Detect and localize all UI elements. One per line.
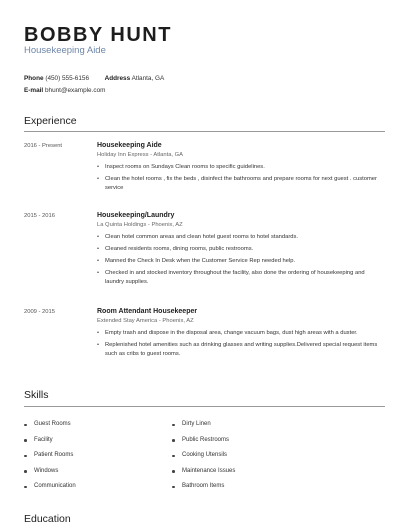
- skills-divider: [24, 406, 385, 407]
- skill-item: Facility: [24, 437, 76, 453]
- job-title: Room Attendant Housekeeper: [97, 308, 198, 315]
- job-bullet: • Clean the hotel rooms , fix the beds , disinfect the bathrooms and prepare rooms for next guest . customer service: [97, 175, 385, 192]
- experience-divider: [24, 131, 385, 132]
- contact-line-1: [24, 75, 164, 82]
- email-label: E-mail: [24, 87, 44, 94]
- skills-column-left: [24, 421, 76, 499]
- job-company: Holiday Inn Express - Atlanta, GA: [97, 152, 184, 158]
- contact-line-2: [24, 87, 105, 94]
- email-value: bhunt@example.com: [44, 87, 106, 94]
- job-bullet: • Cleaned residents rooms, dining rooms, public restrooms.: [97, 245, 385, 254]
- skill-item: Bathroom Items: [172, 483, 235, 499]
- job-bullet: • Checked in and stocked inventory throughout the facility, also done the ordering of housekeeping and laundry supplies.: [97, 269, 385, 286]
- skill-item: Guest Rooms: [24, 421, 76, 437]
- skill-item: Dirty Linen: [172, 421, 235, 437]
- address-value: Atlanta, GA: [131, 75, 165, 82]
- skill-item: Public Restrooms: [172, 437, 235, 453]
- skill-item: Patient Rooms: [24, 452, 76, 468]
- skill-item: Maintenance Issues: [172, 468, 235, 484]
- job-bullet: • Manned the Check In Desk when the Customer Service Rep needed help.: [97, 257, 385, 266]
- phone-label: Phone: [24, 75, 44, 82]
- resume-name: BOBBY HUNT: [24, 24, 172, 46]
- job-bullet: • Inspect rooms on Sundays Clean rooms to specific guidelines.: [97, 163, 385, 172]
- job-bullet: • Empty trash and dispose in the disposal area, change vacuum bags, dust high areas with a duster.: [97, 329, 385, 338]
- job-dates: 2009 - 2015: [24, 309, 55, 315]
- job-title: Housekeeping Aide: [97, 142, 162, 149]
- experience-heading: Experience: [24, 115, 77, 127]
- skill-item: Cooking Utensils: [172, 452, 235, 468]
- skill-item: Windows: [24, 468, 76, 484]
- job-company: Extended Stay America - Phoenix, AZ: [97, 318, 194, 324]
- job-bullet: • Replenished hotel amenities such as drinking glasses and writing supplies.Delivered special request items such as cribs to guest rooms.: [97, 341, 385, 358]
- address-label: Address: [104, 75, 131, 82]
- skill-item: Communication: [24, 483, 76, 499]
- job-title: Housekeeping/Laundry: [97, 212, 175, 219]
- job-dates: 2015 - 2016: [24, 213, 55, 219]
- phone-value: (450) 555-6156: [45, 75, 90, 82]
- job-bullets: [97, 329, 385, 362]
- job-dates: 2016 - Present: [24, 143, 63, 149]
- resume-job-title: Housekeeping Aide: [24, 45, 106, 56]
- skills-heading: Skills: [24, 389, 49, 401]
- job-bullets: [97, 233, 385, 290]
- skills-column-right: [172, 421, 235, 499]
- education-heading: Education: [24, 513, 71, 525]
- job-bullets: [97, 163, 385, 196]
- job-bullet: • Clean hotel common areas and clean hotel guest rooms to hotel standards.: [97, 233, 385, 242]
- job-company: La Quinta Holdings - Phoenix, AZ: [97, 222, 183, 228]
